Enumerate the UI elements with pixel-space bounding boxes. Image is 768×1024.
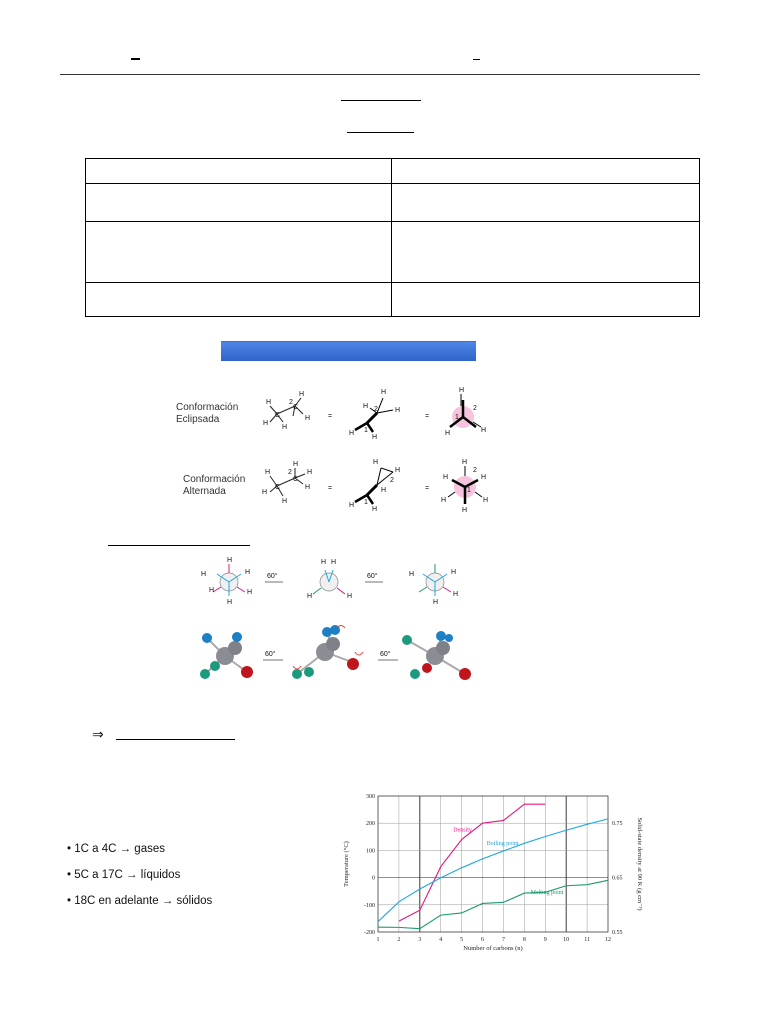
atom-h: H [265,469,271,476]
atom-h: H [349,502,355,509]
subtitle-underline [347,132,414,133]
staggered-sawhorse [262,461,312,505]
atom-c1: C [275,484,281,491]
atom-h: H [227,599,233,606]
atom-h: H [395,407,401,414]
atom-h: H [266,399,272,406]
atom-h: H [282,498,288,505]
label-2: 2 [289,399,293,406]
series-label: Density [453,827,472,834]
x-tick-label: 2 [397,937,401,943]
atom-h: H [263,420,269,427]
x-tick-label: 11 [584,937,590,943]
y2-tick-label: 0.75 [612,821,623,828]
label-2: 2 [473,405,477,412]
eclipsed-sawhorse [263,391,310,431]
list-item: • 5C a 17C → líquidos [67,869,181,881]
label-2: 2 [374,406,378,413]
atom-h: H [381,487,387,494]
header-rule [60,74,700,75]
atom-h: H [227,557,233,564]
ball-stick-1 [200,632,253,679]
atom-h: H [409,571,415,578]
eclipsed-label [176,402,238,426]
implies-arrow: ⇒ [92,726,104,742]
alkane-properties-chart [338,786,654,956]
eclipsed-label-line1: Conformación [176,402,239,413]
atom-h: H [459,387,465,394]
atom-h: H [381,389,387,396]
x-tick-label: 12 [605,937,611,943]
ball-stick-3 [402,631,471,680]
atom-h: H [331,559,337,566]
atom-h: H [305,415,311,422]
properties-table [85,158,700,317]
atom-h: H [209,587,215,594]
staggered-label-line1: Conformación [183,474,246,485]
series-line-boiling-point [378,819,608,922]
atom-h: H [462,459,468,466]
y-tick-label: 300 [366,794,375,800]
atom-h: H [347,593,353,600]
rotation-angle: 60° [265,651,276,658]
atom-h: H [307,593,313,600]
ball-stick-2 [292,625,363,679]
list-item: • 18C en adelante → sólidos [67,895,213,907]
plot-frame [378,796,608,932]
atom-h: H [445,430,451,437]
y2-tick-label: 0.55 [612,930,623,936]
atom-c2: C [293,404,299,411]
series-label: Melting point [530,889,564,896]
y2-tick-label: 0.65 [612,875,623,882]
atom-h: H [481,474,487,481]
atom-h: H [462,507,468,514]
x-tick-label: 6 [481,937,485,943]
x-axis-label: Number of carbons (n) [463,945,523,952]
implies-underline [116,739,235,740]
x-tick-label: 10 [563,937,570,943]
label-1: 1 [467,487,471,494]
rotation-heading-underline [108,545,250,546]
staggered-label [183,474,245,498]
y-tick-label: 200 [366,821,375,828]
rotation-angle: 60° [267,573,278,580]
atom-h: H [372,434,378,441]
x-tick-label: 7 [501,937,505,943]
table-row [86,222,700,283]
equals-sign: = [328,413,333,420]
staggered-wedge [349,459,400,513]
series-label: Boiling point [486,840,519,847]
rotation-angle: 60° [367,573,378,580]
table-row [86,159,700,184]
table-row [86,283,700,317]
atom-h: H [441,497,447,504]
atom-h: H [321,559,327,566]
y-tick-label: 0 [372,875,375,882]
staggered-newman [441,459,488,514]
label-1: 1 [455,414,459,421]
y-tick-label: -200 [364,930,375,936]
atom-h: H [293,461,299,468]
y2-axis-label: Solid-state density at 90 K (g cm⁻³) [636,817,643,911]
eclipsed-label-line2: Eclipsada [176,414,220,425]
list-item: • 1C a 4C → gases [67,843,165,855]
conformation-diagram [255,380,505,514]
atom-h: H [305,484,311,491]
y-tick-label: -100 [364,902,375,909]
equals-sign: = [328,485,333,492]
rotation-diagram [185,552,485,692]
staggered-label-line2: Alternada [183,486,226,497]
header-dash-right [473,59,480,60]
x-tick-label: 9 [543,937,547,943]
atom-h: H [443,474,449,481]
eclipsed-wedge [349,389,400,441]
section-header-bar [221,341,476,361]
atom-h: H [363,403,369,410]
atom-h: H [245,569,251,576]
atom-h: H [395,467,401,474]
equals-sign: = [425,485,430,492]
atom-h: H [433,599,439,606]
label-2: 2 [288,469,292,476]
x-tick-label: 8 [522,937,526,943]
series-line-density [399,804,545,921]
atom-h: H [373,459,379,466]
header-dash-left [131,58,140,60]
atom-h: H [372,506,378,513]
atom-h: H [483,497,489,504]
atom-h: H [349,430,355,437]
label-1: 1 [364,427,368,434]
rotation-angle: 60° [380,651,391,658]
atom-h: H [481,427,487,434]
atom-h: H [307,469,313,476]
series-line-melting-point [378,880,608,928]
state-list [67,836,212,914]
x-tick-label: 1 [376,937,380,943]
atom-h: H [201,571,207,578]
x-tick-label: 4 [439,937,443,943]
title-underline [341,100,421,101]
newman-1 [201,557,252,606]
y-tick-label: 100 [366,848,375,855]
atom-h: H [247,589,253,596]
newman-3 [409,564,458,606]
atom-c2: C [293,476,299,483]
atom-h: H [453,591,459,598]
atom-h: H [282,424,288,431]
eclipsed-newman [445,387,486,437]
y-axis-label: Temperature (°C) [343,841,350,887]
x-tick-label: 3 [418,937,422,943]
label-2: 2 [473,467,477,474]
equals-sign: = [425,413,430,420]
label-2: 2 [390,477,394,484]
atom-h: H [262,489,268,496]
x-tick-label: 5 [460,937,464,943]
atom-h: H [451,569,457,576]
atom-h: H [299,391,305,398]
newman-2 [307,559,352,600]
atom-c1: C [275,412,281,419]
label-1: 1 [364,499,368,506]
table-row [86,184,700,222]
